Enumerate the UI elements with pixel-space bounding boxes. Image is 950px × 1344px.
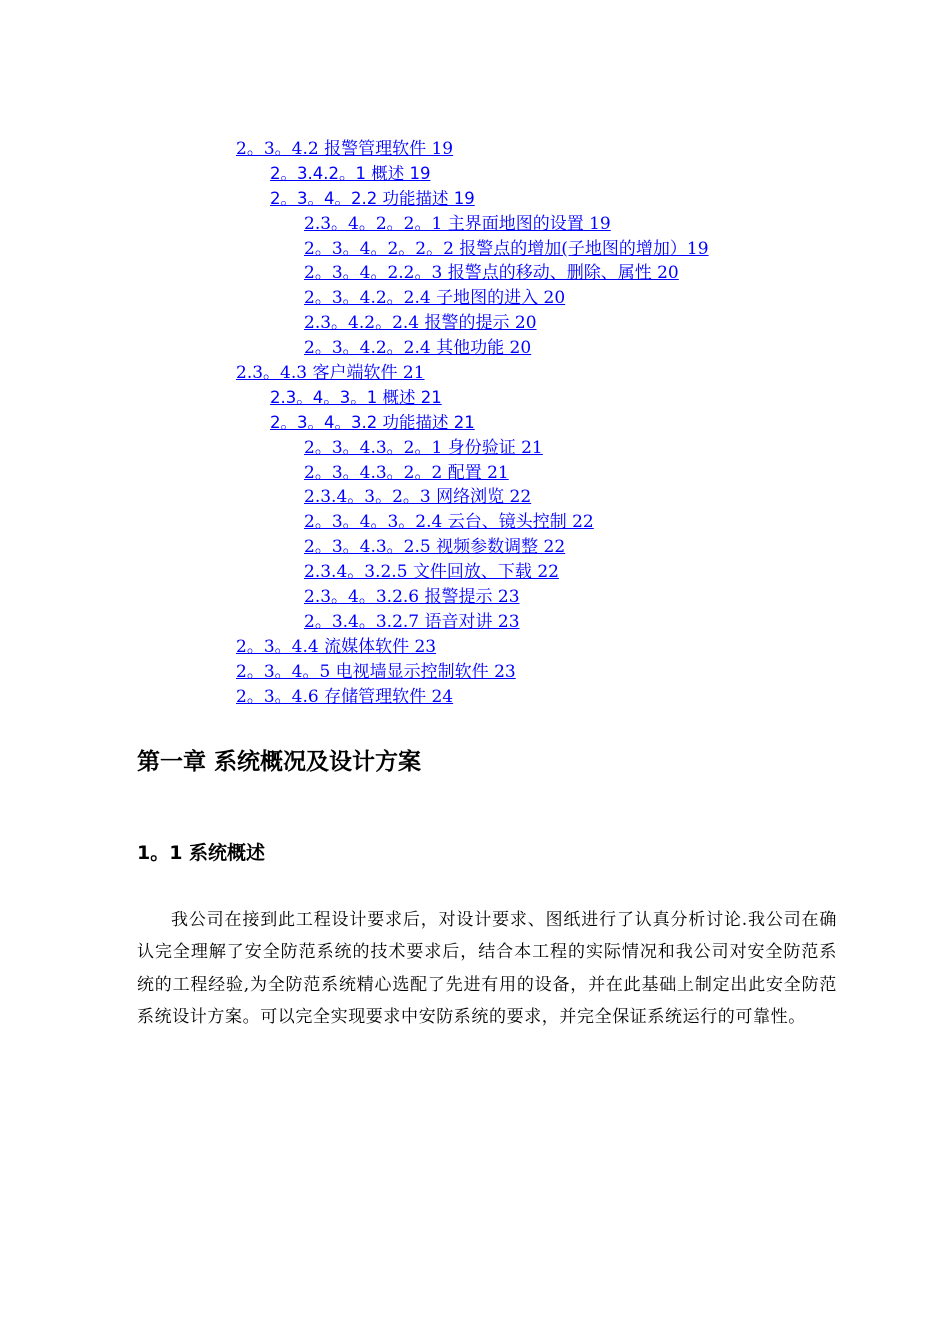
toc-link[interactable]: 2。3。4.6 存储管理软件 24 xyxy=(236,686,454,707)
toc-entry xyxy=(0,436,950,461)
toc-link[interactable]: 2。3.4.2。1 概述 19 xyxy=(270,163,431,183)
toc-entry xyxy=(0,485,950,510)
toc-entry xyxy=(0,286,950,311)
toc-link[interactable]: 2。3。4.2 报警管理软件 19 xyxy=(236,139,454,159)
toc-link[interactable]: 2。3。4.2。2.4 子地图的进入 20 xyxy=(304,288,566,309)
toc-link[interactable]: 2。3。4。3。2.4 云台、镜头控制 22 xyxy=(304,512,594,533)
body-paragraph: 我公司在接到此工程设计要求后，对设计要求、图纸进行了认真分析讨论.我公司在确认完全理解了安全防范系统的技术要求后，结合本工程的实际情况和我公司对安全防范系统的工程经验,为全防范系统精心选配了先进有用的设备，并在此基础上制定出此安全防范系统设计方案。可以完全实现要求中安防系统的要求，并完全保证系统运行的可靠性。 xyxy=(137,910,837,1027)
toc-link[interactable]: 2.3。4.2。2.4 报警的提示 20 xyxy=(304,313,537,334)
toc-entry xyxy=(0,187,950,212)
table-of-contents xyxy=(0,137,950,709)
toc-link[interactable]: 2。3。4.2。2.4 其他功能 20 xyxy=(304,338,532,359)
toc-link[interactable]: 2。3。4.3。2。1 身份验证 21 xyxy=(304,437,543,458)
section-title: 1。1 系统概述 xyxy=(137,842,266,864)
toc-link[interactable]: 2。3。4。3.2 功能描述 21 xyxy=(270,412,475,432)
toc-entry xyxy=(0,237,950,262)
toc-entry xyxy=(0,261,950,286)
chapter-title: 第一章 系统概况及设计方案 xyxy=(137,749,422,775)
toc-link[interactable]: 2。3。4。2。2。2 报警点的增加(子地图的增加）19 xyxy=(304,238,709,259)
toc-entry xyxy=(0,411,950,436)
toc-link[interactable]: 2。3。4.4 流媒体软件 23 xyxy=(236,636,437,657)
toc-entry xyxy=(0,336,950,361)
toc-entry xyxy=(0,560,950,585)
toc-link[interactable]: 2。3。4。2.2。3 报警点的移动、删除、属性 20 xyxy=(304,263,679,284)
toc-entry xyxy=(0,386,950,411)
toc-entry xyxy=(0,361,950,386)
toc-link[interactable]: 2。3.4。3.2.7 语音对讲 23 xyxy=(304,611,520,632)
toc-link[interactable]: 2.3。4.3 客户端软件 21 xyxy=(236,363,425,384)
toc-link[interactable]: 2.3。4。3.2.6 报警提示 23 xyxy=(304,587,520,608)
toc-link[interactable]: 2。3。4。5 电视墙显示控制软件 23 xyxy=(236,661,516,682)
toc-link[interactable]: 2。3。4。2.2 功能描述 19 xyxy=(270,188,475,208)
toc-entry xyxy=(0,635,950,660)
toc-link[interactable]: 2.3。4。2。2。1 主界面地图的设置 19 xyxy=(304,213,611,234)
toc-link[interactable]: 2。3。4.3。2。2 配置 21 xyxy=(304,462,509,483)
toc-link[interactable]: 2.3.4。3.2.5 文件回放、下载 22 xyxy=(304,562,559,583)
toc-entry xyxy=(0,137,950,162)
toc-entry xyxy=(0,535,950,560)
toc-entry xyxy=(0,162,950,187)
toc-link[interactable]: 2。3。4.3。2.5 视频参数调整 22 xyxy=(304,537,566,558)
toc-entry xyxy=(0,212,950,237)
toc-link[interactable]: 2.3。4。3。1 概述 21 xyxy=(270,387,442,407)
toc-entry xyxy=(0,660,950,685)
toc-entry xyxy=(0,610,950,635)
toc-entry xyxy=(0,685,950,710)
toc-entry xyxy=(0,311,950,336)
toc-link[interactable]: 2.3.4。3。2。3 网络浏览 22 xyxy=(304,487,532,508)
toc-entry xyxy=(0,585,950,610)
toc-entry xyxy=(0,461,950,486)
toc-entry xyxy=(0,510,950,535)
